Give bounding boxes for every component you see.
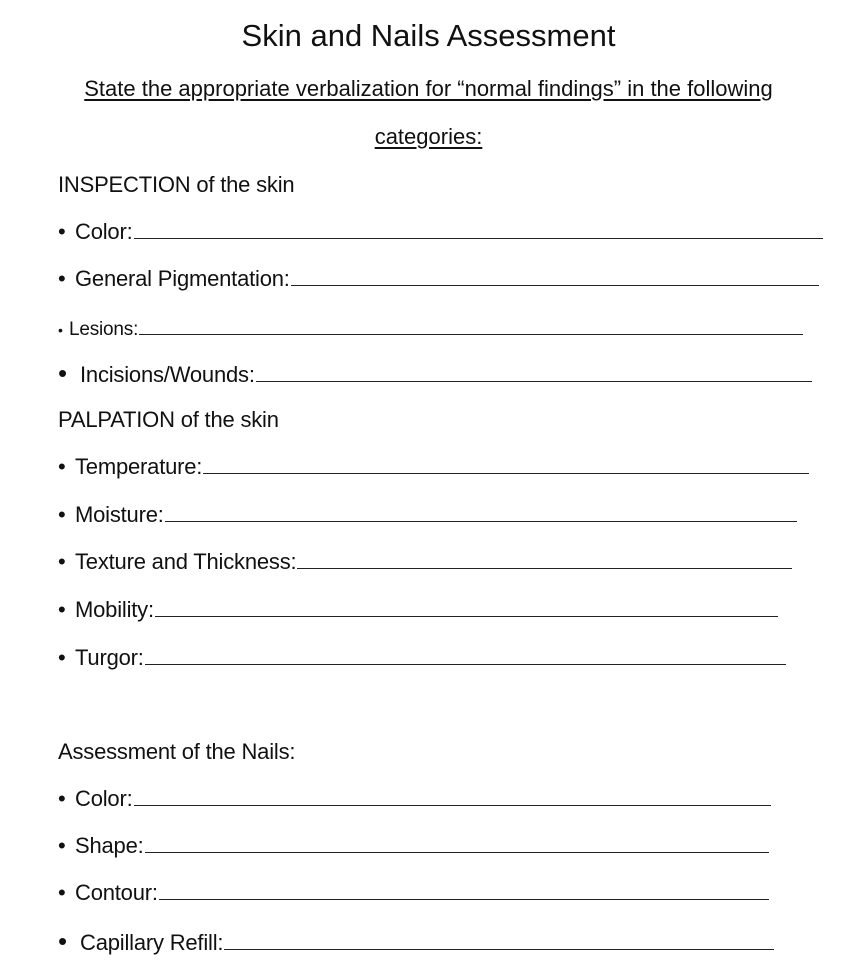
inspection-incisions-label: Incisions/Wounds: (80, 362, 255, 387)
nails-shape-row (58, 830, 769, 862)
inspection-color-label: Color: (75, 219, 133, 244)
inspection-color-row (58, 216, 823, 248)
bullet-icon: • (58, 549, 66, 574)
bullet-icon: • (58, 880, 66, 905)
inspection-lesions-label: Lesions: (69, 319, 139, 340)
palpation-heading: PALPATION of the skin (58, 407, 279, 432)
nails-capillary-refill-row (58, 925, 774, 957)
palpation-moisture-row (58, 499, 797, 531)
inspection-lesions-answer-line[interactable] (139, 312, 803, 335)
bullet-icon: • (58, 833, 66, 858)
palpation-texture-answer-line[interactable] (297, 546, 792, 569)
bullet-icon: • (58, 502, 66, 527)
nails-color-answer-line[interactable] (134, 783, 772, 806)
inspection-heading: INSPECTION of the skin (58, 172, 295, 197)
nails-shape-label: Shape: (75, 833, 144, 858)
inspection-pigmentation-label: General Pigmentation: (75, 266, 290, 291)
palpation-temperature-label: Temperature: (75, 454, 203, 479)
nails-shape-answer-line[interactable] (145, 830, 769, 853)
palpation-mobility-answer-line[interactable] (155, 594, 778, 617)
palpation-mobility-row (58, 594, 778, 626)
palpation-turgor-row (58, 642, 786, 674)
nails-capillary-refill-label: Capillary Refill: (80, 930, 224, 955)
instruction-line-2: categories: (374, 124, 483, 149)
nails-heading: Assessment of the Nails: (58, 739, 296, 764)
inspection-color-answer-line[interactable] (134, 216, 824, 239)
inspection-pigmentation-row (58, 263, 819, 295)
palpation-texture-label: Texture and Thickness: (75, 549, 297, 574)
bullet-icon: • (58, 266, 66, 291)
nails-color-row (58, 783, 771, 815)
page-title: Skin and Nails Assessment (241, 18, 616, 53)
nails-contour-answer-line[interactable] (159, 877, 769, 900)
bullet-icon: • (58, 597, 66, 622)
palpation-moisture-answer-line[interactable] (165, 499, 797, 522)
bullet-icon: • (58, 926, 68, 956)
inspection-incisions-answer-line[interactable] (256, 359, 812, 382)
bullet-icon: • (58, 219, 66, 244)
palpation-turgor-label: Turgor: (75, 645, 144, 670)
nails-capillary-refill-answer-line[interactable] (224, 927, 774, 950)
palpation-texture-row (58, 546, 792, 578)
bullet-icon: • (58, 786, 66, 811)
nails-color-label: Color: (75, 786, 133, 811)
inspection-lesions-row (58, 312, 803, 344)
instruction-line-1: State the appropriate verbalization for “normal findings” in the following (84, 76, 773, 101)
nails-contour-label: Contour: (75, 880, 158, 905)
bullet-icon: • (58, 358, 68, 388)
inspection-pigmentation-answer-line[interactable] (291, 263, 819, 286)
nails-contour-row (58, 877, 769, 909)
palpation-temperature-row (58, 451, 809, 483)
palpation-mobility-label: Mobility: (75, 597, 154, 622)
inspection-incisions-row (58, 357, 812, 389)
bullet-icon: • (58, 454, 66, 479)
palpation-moisture-label: Moisture: (75, 502, 164, 527)
palpation-temperature-answer-line[interactable] (203, 451, 809, 474)
palpation-turgor-answer-line[interactable] (145, 642, 786, 665)
bullet-icon: • (58, 645, 66, 670)
bullet-icon: • (58, 322, 63, 338)
